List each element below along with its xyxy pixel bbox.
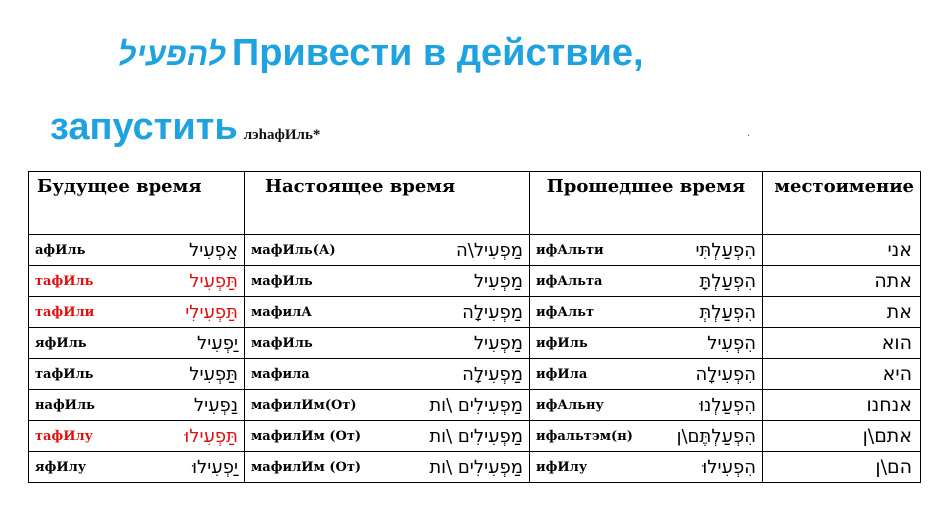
future-transliteration: нафИль — [35, 397, 95, 413]
present-hebrew: מַפְעִילָה — [462, 301, 523, 323]
present-transliteration: мафИль(А) — [251, 242, 336, 258]
past-transliteration: ифАльти — [536, 242, 604, 258]
future-hebrew: תַּפְעִילוּ — [184, 425, 238, 447]
table-row — [29, 421, 921, 452]
future-transliteration: яфИль — [35, 335, 87, 351]
present-hebrew: מַפְעִילִים \ות — [429, 425, 523, 447]
present-transliteration: мафилИм(От) — [251, 397, 357, 413]
past-transliteration: ифАльт — [536, 304, 594, 320]
present-transliteration: мафилА — [251, 304, 312, 320]
future-cell — [29, 452, 245, 483]
header-row — [29, 172, 921, 235]
past-hebrew: הִפְעִילָה — [695, 363, 756, 385]
future-transliteration: тафИль — [35, 273, 94, 289]
past-cell — [530, 421, 763, 452]
present-hebrew: מַפְעִיל\ה — [456, 239, 523, 261]
past-transliteration: ифальтэм(н) — [536, 428, 633, 444]
present-hebrew: מַפְעִילָה — [462, 363, 523, 385]
present-cell — [245, 297, 530, 328]
present-hebrew: מַפְעִיל — [473, 332, 523, 354]
present-cell — [245, 266, 530, 297]
past-transliteration: ифИль — [536, 335, 588, 351]
past-hebrew: הִפְעַלְתֶּם\ן — [676, 425, 756, 447]
header-pronoun: местоимение — [763, 172, 921, 235]
future-transliteration: тафИлу — [35, 428, 93, 444]
future-cell — [29, 328, 245, 359]
past-transliteration: ифИлу — [536, 459, 588, 475]
pronoun-cell: הם\ן — [763, 452, 921, 483]
present-cell — [245, 359, 530, 390]
pronoun-cell: את — [763, 297, 921, 328]
past-cell — [530, 328, 763, 359]
header-present: Настоящее время — [245, 172, 530, 235]
future-hebrew: יַפְעִיל — [197, 332, 238, 354]
future-transliteration: тафИли — [35, 304, 95, 320]
present-transliteration: мафила — [251, 366, 310, 382]
past-hebrew: הִפְעַלְנוּ — [699, 394, 756, 416]
past-transliteration: ифАльта — [536, 273, 603, 289]
future-hebrew: אַפְעִיל — [189, 239, 238, 261]
pronoun-cell: אתם\ן — [763, 421, 921, 452]
past-cell — [530, 235, 763, 266]
future-cell — [29, 266, 245, 297]
pronoun-cell: הוא — [763, 328, 921, 359]
table-row — [29, 235, 921, 266]
past-cell — [530, 297, 763, 328]
future-hebrew: תַּפְעִילִי — [185, 301, 238, 323]
past-hebrew: הִפְעַלְתָּ — [699, 270, 756, 292]
future-hebrew: תַּפְעִיל — [189, 270, 238, 292]
present-hebrew: מַפְעִילִים \ות — [429, 456, 523, 478]
past-cell — [530, 390, 763, 421]
present-transliteration: мафилИм (От) — [251, 459, 362, 475]
future-hebrew: נַפְעִיל — [193, 394, 238, 416]
future-cell — [29, 359, 245, 390]
past-hebrew: הִפְעִיל — [707, 332, 756, 354]
pronoun-cell: היא — [763, 359, 921, 390]
present-transliteration: мафИль — [251, 335, 313, 351]
future-cell — [29, 297, 245, 328]
header-future: Будущее время — [29, 172, 245, 235]
past-transliteration: ифИла — [536, 366, 588, 382]
table-row — [29, 359, 921, 390]
present-cell — [245, 235, 530, 266]
title-hebrew: להפעיל — [118, 36, 226, 72]
future-transliteration: яфИлу — [35, 459, 87, 475]
future-cell — [29, 390, 245, 421]
header-past: Прошедшее время — [530, 172, 763, 235]
future-cell — [29, 421, 245, 452]
stray-dot: . — [747, 128, 751, 139]
future-cell — [29, 235, 245, 266]
future-hebrew: תַּפְעִיל — [189, 363, 238, 385]
present-hebrew: מַפְעִיל — [473, 270, 523, 292]
future-transliteration: тафИль — [35, 366, 94, 382]
past-hebrew: הִפְעַלְתִּי — [695, 239, 756, 261]
table-row — [29, 390, 921, 421]
title-transliteration: лэhафИль* — [243, 127, 321, 143]
table-row — [29, 328, 921, 359]
table-row — [29, 297, 921, 328]
pronoun-cell: אנחנו — [763, 390, 921, 421]
title-russian-line1: Привести в действие, — [231, 32, 644, 74]
pronoun-cell: אני — [763, 235, 921, 266]
future-hebrew: יַפְעִילוּ — [192, 456, 238, 478]
present-transliteration: мафИль — [251, 273, 313, 289]
past-hebrew: הִפְעַלְתְּ — [699, 301, 756, 323]
future-transliteration: афИль — [35, 242, 86, 258]
present-hebrew: מַפְעִילִים \ות — [429, 394, 523, 416]
past-transliteration: ифАльну — [536, 397, 604, 413]
pronoun-cell: אתה — [763, 266, 921, 297]
past-cell — [530, 452, 763, 483]
table-row — [29, 266, 921, 297]
past-hebrew: הִפְעִילוּ — [702, 456, 756, 478]
present-cell — [245, 328, 530, 359]
page-subtitle — [50, 104, 320, 158]
page-title — [118, 30, 644, 77]
present-cell — [245, 452, 530, 483]
table-row — [29, 452, 921, 483]
present-transliteration: мафилИм (От) — [251, 428, 362, 444]
past-cell — [530, 266, 763, 297]
past-cell — [530, 359, 763, 390]
conjugation-table — [28, 171, 921, 483]
present-cell — [245, 421, 530, 452]
present-cell — [245, 390, 530, 421]
title-russian-line2: запустить — [50, 106, 238, 148]
